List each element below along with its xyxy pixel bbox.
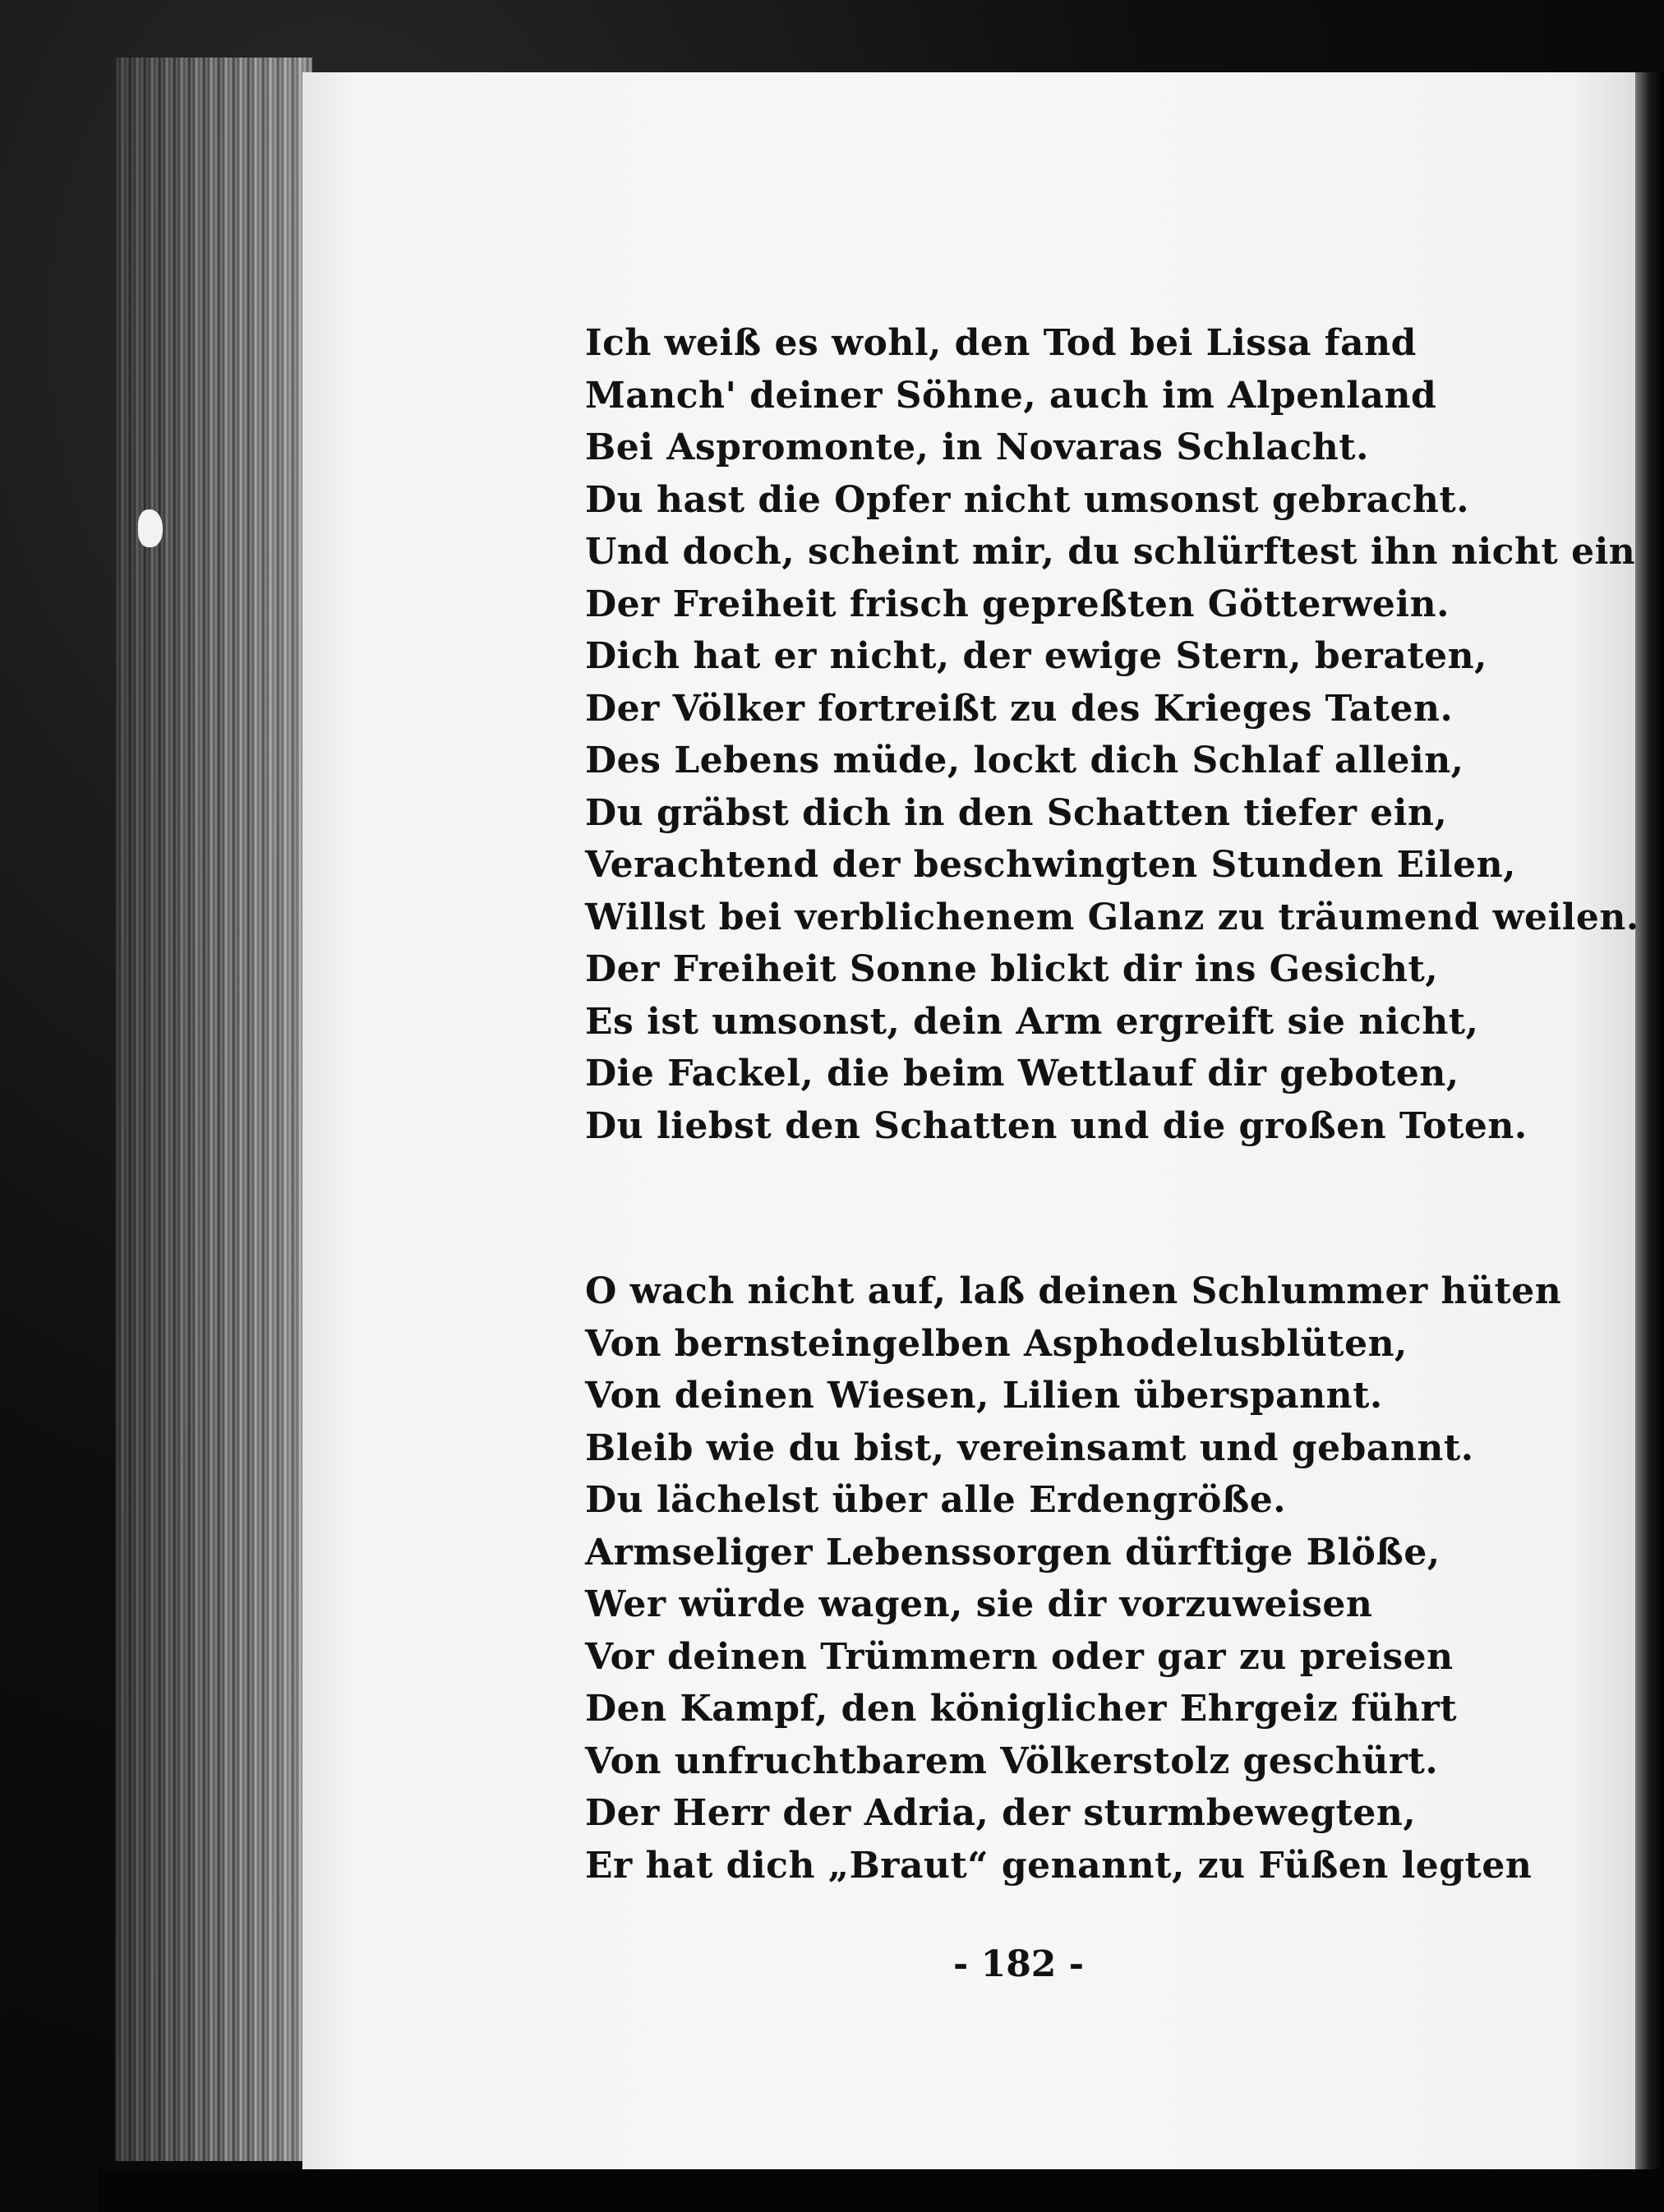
poem-line: Du lächelst über alle Erdengröße. xyxy=(585,1479,1287,1521)
poem-line: Und doch, scheint mir, du schlürftest ihn nicht ein xyxy=(585,531,1636,573)
page-number: - 182 - xyxy=(953,1943,1085,1985)
poem-line: Der Völker fortreißt zu des Krieges Taten. xyxy=(585,687,1454,730)
poem-line: Von bernsteingelben Asphodelusblüten, xyxy=(585,1322,1408,1365)
page-bottom-shadow xyxy=(99,2169,1664,2212)
poem-line: Manch' deiner Söhne, auch im Alpenland xyxy=(585,374,1437,417)
poem-line: Von deinen Wiesen, Lilien überspannt. xyxy=(585,1375,1383,1417)
poem-line: Den Kampf, den königlicher Ehrgeiz führt xyxy=(585,1688,1458,1730)
poem-line: Verachtend der beschwingten Stunden Eilen, xyxy=(585,844,1516,886)
poem-stanza-1 xyxy=(585,317,1639,1152)
poem-line: Du hast die Opfer nicht umsonst gebracht. xyxy=(585,478,1470,521)
page-edge-mark xyxy=(138,509,163,547)
poem-line: Wer würde wagen, sie dir vorzuweisen xyxy=(585,1583,1373,1625)
poem-line: Du gräbst dich in den Schatten tiefer ein, xyxy=(585,791,1448,834)
poem-line: Des Lebens müde, lockt dich Schlaf allein, xyxy=(585,740,1464,781)
poem-line: Ich weiß es wohl, den Tod bei Lissa fand xyxy=(585,322,1417,364)
poem-stanza-2 xyxy=(585,1265,1561,1892)
poem-line: Von unfruchtbarem Völkerstolz geschürt. xyxy=(585,1740,1439,1782)
book-page-edges xyxy=(115,58,312,2161)
poem-line: Er hat dich „Braut“ genannt, zu Füßen legten xyxy=(585,1844,1533,1887)
poem-line: Willst bei verblichenem Glanz zu träumend weilen. xyxy=(585,896,1639,938)
poem-line: Du liebst den Schatten und die großen Toten. xyxy=(585,1104,1528,1147)
poem-line: Der Freiheit Sonne blickt dir ins Gesicht, xyxy=(585,948,1439,990)
page-right-shadow xyxy=(1635,72,1664,2176)
poem-line: Der Herr der Adria, der sturmbewegten, xyxy=(585,1792,1417,1834)
poem-line: Bleib wie du bist, vereinsamt und gebannt. xyxy=(585,1426,1474,1469)
poem-line: Bei Aspromonte, in Novaras Schlacht. xyxy=(585,426,1369,468)
poem-line: Dich hat er nicht, der ewige Stern, beraten, xyxy=(585,635,1487,677)
poem-line: O wach nicht auf, laß deinen Schlummer hüten xyxy=(585,1270,1562,1312)
poem-line: Der Freiheit frisch gepreßten Götterwein. xyxy=(585,583,1450,625)
poem-line: Es ist umsonst, dein Arm ergreift sie nicht, xyxy=(585,1000,1479,1043)
poem-line: Die Fackel, die beim Wettlauf dir geboten, xyxy=(585,1053,1459,1094)
poem-line: Armseliger Lebenssorgen dürftige Blöße, xyxy=(585,1531,1440,1574)
poem-line: Vor deinen Trümmern oder gar zu preisen xyxy=(585,1635,1454,1678)
